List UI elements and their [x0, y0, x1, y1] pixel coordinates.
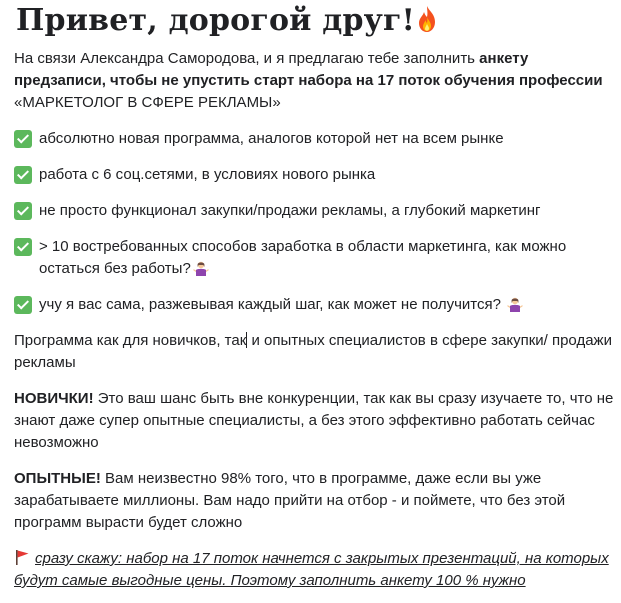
bullet-item	[14, 236, 614, 280]
intro-paragraph	[14, 48, 614, 114]
experienced-heading: ОПЫТНЫЕ!	[14, 470, 101, 487]
check-mark-icon	[14, 202, 32, 220]
red-flag-icon	[14, 549, 30, 565]
bullet-text: > 10 востребованных способов заработка в области маркетинга, как можно остаться без работы?	[39, 238, 567, 277]
bullet-item	[14, 294, 614, 316]
bullet-text-container	[39, 294, 523, 316]
intro-bold-text: анкету предзаписи, чтобы не упустить старт набора на 17 поток обучения профессии	[14, 50, 603, 89]
form-description	[14, 0, 614, 592]
intro-text: На связи Александра Самородова, и я предлагаю тебе заполнить	[14, 50, 480, 67]
intro-program-name: «МАРКЕТОЛОГ В СФЕРЕ РЕКЛАМЫ»	[14, 94, 281, 111]
bullet-text-container	[39, 236, 614, 280]
note-paragraph	[14, 548, 614, 592]
fire-icon	[416, 5, 438, 33]
check-mark-icon	[14, 166, 32, 184]
bullet-item	[14, 200, 614, 222]
novices-text: Это ваш шанс быть вне конкуренции, так как вы сразу изучаете то, что не знают даже супер опытные специалисты, а без этого эффективно работать сейчас невозможно	[14, 390, 614, 451]
program-paragraph	[14, 330, 614, 374]
bullet-item	[14, 128, 614, 150]
bullet-text: учу я вас сама, разжевывая каждый шаг, как может не получится?	[39, 296, 506, 313]
bullet-text: абсолютно новая программа, аналогов которой нет на всем рынке	[39, 130, 504, 147]
check-mark-icon	[14, 130, 32, 148]
experienced-paragraph	[14, 468, 614, 534]
woman-shrugging-icon	[193, 260, 209, 276]
novices-heading: НОВИЧКИ!	[14, 390, 94, 407]
woman-shrugging-icon	[507, 296, 523, 312]
page-title-text: Привет, дорогой друг!	[16, 3, 415, 38]
check-mark-icon	[14, 238, 32, 256]
program-text-start: Программа как для новичков, так	[14, 332, 247, 349]
novices-paragraph	[14, 388, 614, 454]
program-text-end: и опытных специалистов в сфере закупки/ продажи рекламы	[14, 332, 612, 371]
bullet-text: не просто функционал закупки/продажи рекламы, а глубокий маркетинг	[39, 202, 541, 219]
note-text: сразу скажу: набор на 17 поток начнется с закрытых презентаций, на которых будут самые выгодные цены. Поэтому заполнить анкету 100 % нужно	[14, 550, 609, 589]
bullet-text: работа с 6 соц.сетями, в условиях нового рынка	[39, 166, 376, 183]
page-title	[16, 2, 614, 40]
bullet-item	[14, 164, 614, 186]
experienced-text: Вам неизвестно 98% того, что в программе, даже если вы уже зарабатываете миллионы. Вам надо прийти на отбор - и поймете, что без этой программ вырасти будет сложно	[14, 470, 566, 531]
check-mark-icon	[14, 296, 32, 314]
